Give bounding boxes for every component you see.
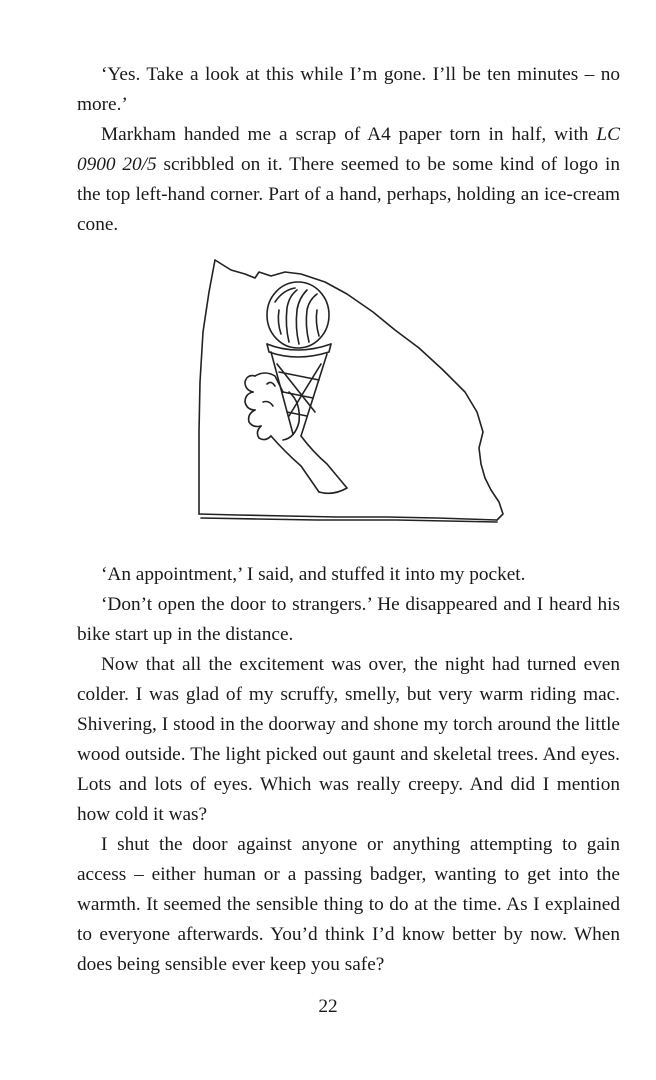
paragraph-2 [77, 120, 620, 240]
paragraph-3: ‘An appointment,’ I said, and stuffed it into my pocket. [101, 564, 526, 585]
scribbled-code: LC 0900 20/5 [77, 124, 620, 175]
paragraph-2-after: scribbled on it. There seemed to be some kind of logo in the top left-hand corner. Part of a hand, perhaps, holding an ice-cream cone. [77, 154, 620, 235]
paragraph-4: ‘Don’t open the door to strangers.’ He disappeared and I heard his bike start up in the distance. [77, 594, 620, 645]
paragraph-6: I shut the door against anyone or anything attempting to gain access – either human or a passing badger, wanting to get into the warmth. It seemed the sensible thing to do at the time. As I explained to everyone afterwards. You’d think I’d know better by now. When does being sensible ever keep you safe? [77, 834, 620, 975]
hand-holding-ice-cream-cone-icon [197, 252, 507, 542]
book-page [77, 60, 620, 980]
paragraph-1: ‘Yes. Take a look at this while I’m gone. I’ll be ten minutes – no more.’ [77, 64, 620, 115]
paragraph-2-before: Markham handed me a scrap of A4 paper torn in half, with [101, 124, 597, 145]
paragraph-5: Now that all the excitement was over, the night had turned even colder. I was glad of my scruffy, smelly, but very warm riding mac. Shivering, I stood in the doorway and shone my torch around the little wood outside. The light picked out gaunt and skeletal trees. And eyes. Lots and lots of eyes. Which was really creepy. And did I mention how cold it was? [77, 654, 620, 825]
page-number: 22 [318, 996, 338, 1017]
torn-paper-drawing [77, 252, 620, 552]
